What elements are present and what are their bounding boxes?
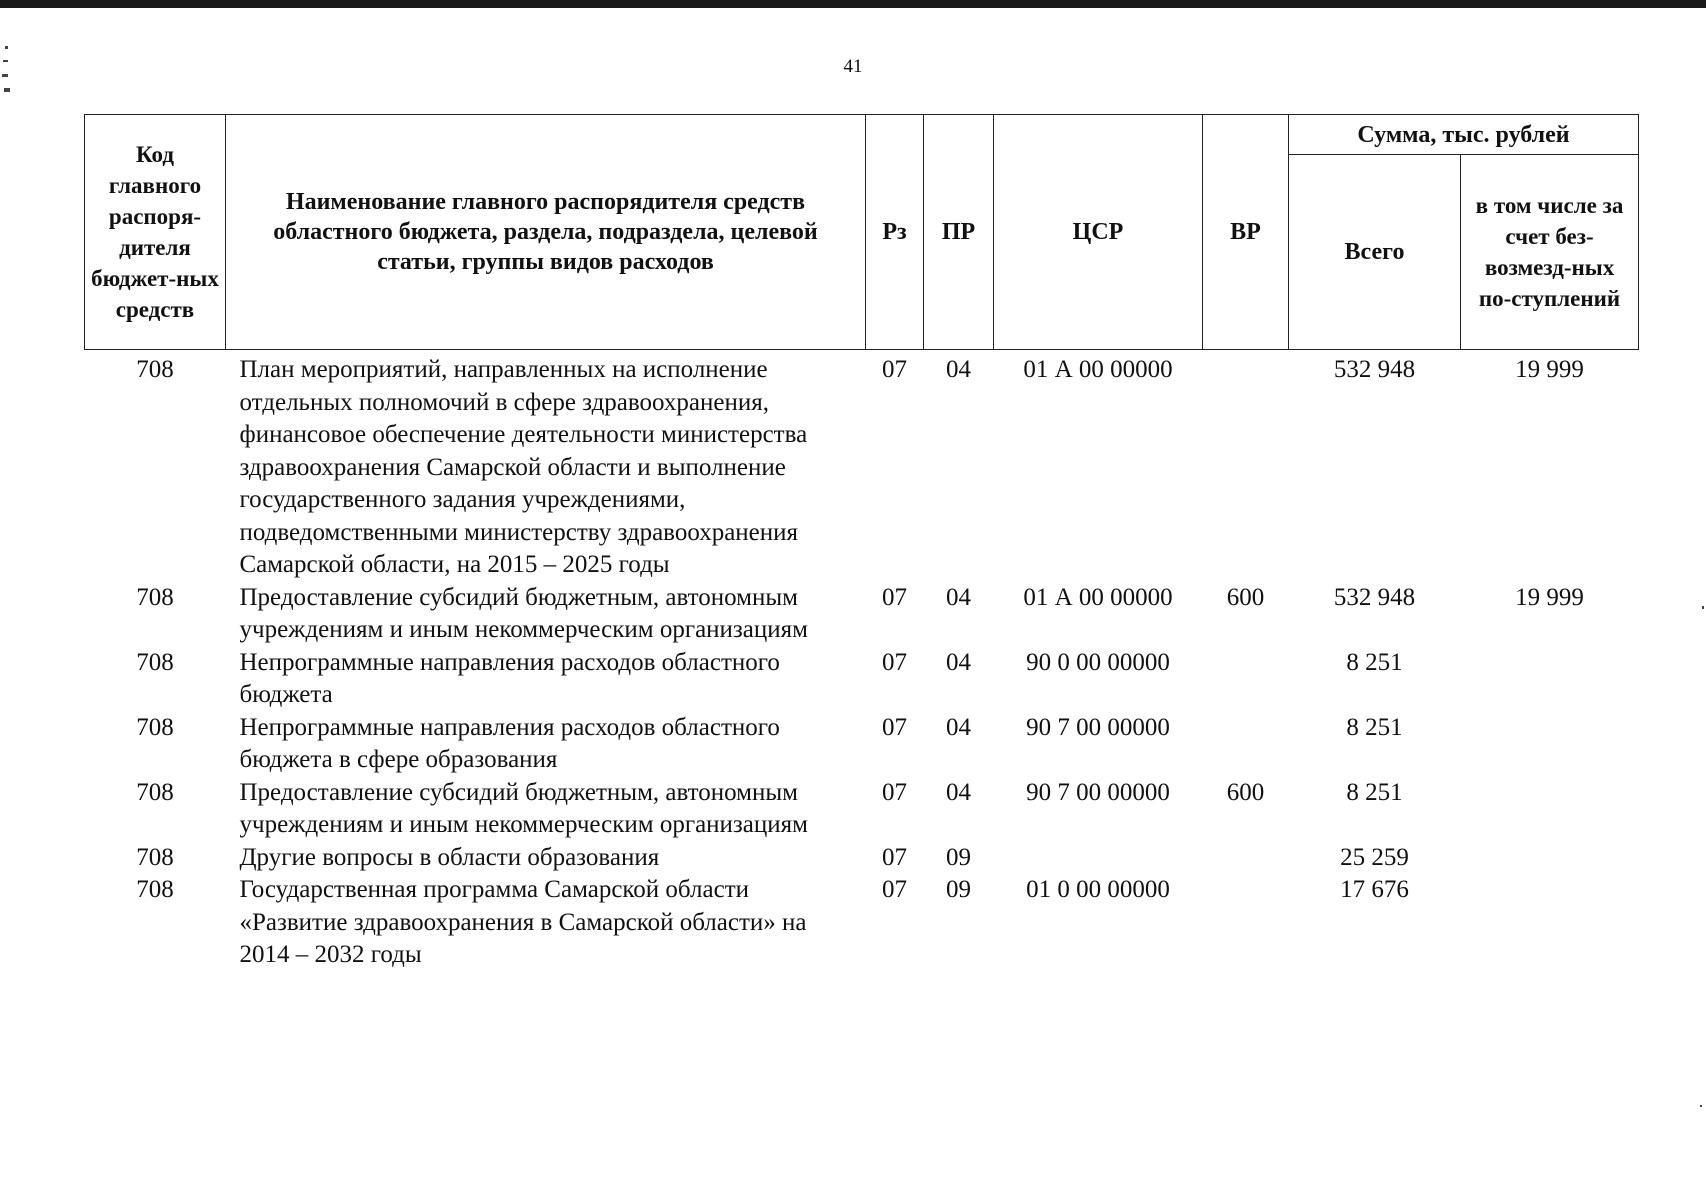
cell-code: 708 [136,876,174,903]
cell-gratuitous [1461,874,1639,972]
cell-vr [1203,647,1289,712]
cell-code: 708 [136,648,174,676]
cell-vr: 600 [1226,778,1265,806]
cell-csr: 01 А 00 00000 [1023,583,1173,611]
cell-total: 532 948 [1333,356,1416,383]
cell-rz: 07 [882,583,907,611]
cell-rz: 07 [882,648,907,676]
cell-csr: 01 0 00 00000 [1026,876,1170,903]
table-header [85,115,1639,350]
cell-vr: 600 [1226,583,1265,611]
cell-rz: 07 [882,843,907,871]
header-code: Код главного распоря-дителя бюджет-ных средств [85,115,226,350]
table-body [85,350,1639,972]
table-row [85,647,1639,712]
page-number: 41 [843,56,863,77]
cell-code: 708 [136,583,174,611]
cell-pr: 04 [946,713,971,741]
cell-name: Предоставление субсидий бюджетным, автономным учреждениям и иным некоммерческим организациям [239,583,808,643]
cell-rz: 07 [882,356,907,383]
cell-gratuitous [1461,712,1639,777]
header-pr: ПР [924,115,994,350]
cell-rz: 07 [882,713,907,741]
table-row [85,874,1639,972]
cell-pr: 04 [946,648,971,676]
cell-gratuitous: 19 999 [1515,583,1584,611]
cell-pr: 04 [946,356,971,383]
cell-total: 17 676 [1340,876,1409,903]
cell-code: 708 [136,843,174,871]
budget-table [84,114,1639,972]
cell-total: 8 251 [1346,648,1403,676]
cell-code: 708 [136,778,174,806]
header-sum-group: Сумма, тыс. рублей [1289,115,1639,155]
table-row [85,712,1639,777]
cell-code: 708 [136,713,174,741]
cell-total: 8 251 [1346,713,1403,741]
cell-name: Государственная программа Самарской области «Развитие здравоохранения в Самарской области» на 2014 – 2032 годы [239,876,807,968]
table-row [85,777,1639,842]
header-name: Наименование главного распорядителя средств областного бюджета, раздела, подраздела, целевой статьи, группы видов расходов [226,115,866,350]
header-total: Всего [1289,155,1461,350]
cell-name: Непрограммные направления расходов областного бюджета [239,648,780,708]
cell-name: Другие вопросы в области образования [239,843,660,871]
scan-mark [4,88,10,92]
header-vr: ВР [1203,115,1289,350]
cell-gratuitous: 19 999 [1515,356,1584,383]
cell-name: Непрограммные направления расходов областного бюджета в сфере образования [239,713,780,773]
scan-mark [1700,1105,1702,1107]
cell-name: План мероприятий, направленных на исполнение отдельных полномочий в сфере здравоохранения, финансовое обеспечение деятельности министерства здравоохранения Самарской области и выполнение государственного задания учреждениями, подведомственными министерству здравоохранения Самарской области, на 2015 – 2025 годы [239,356,808,578]
cell-pr: 04 [946,778,971,806]
cell-csr: 90 7 00 00000 [1026,778,1170,806]
table-row [85,582,1639,647]
header-gratuitous: в том числе за счет без-возмезд-ных по-ступлений [1461,155,1639,350]
cell-gratuitous [1461,842,1639,875]
cell-pr: 04 [946,583,971,611]
cell-gratuitous [1461,647,1639,712]
cell-name: Предоставление субсидий бюджетным, автономным учреждениям и иным некоммерческим организациям [239,778,808,838]
cell-rz: 07 [882,876,907,903]
header-rz: Рз [866,115,924,350]
cell-vr [1203,350,1289,582]
cell-total: 25 259 [1340,843,1409,871]
cell-code: 708 [136,356,174,383]
cell-csr [994,842,1203,875]
cell-csr: 90 0 00 00000 [1026,648,1170,676]
table-row [85,842,1639,875]
scan-mark [1702,606,1704,609]
cell-vr [1203,712,1289,777]
cell-gratuitous [1461,777,1639,842]
cell-vr [1203,874,1289,972]
cell-pr: 09 [946,876,971,903]
header-csr: ЦСР [994,115,1203,350]
scan-mark [5,46,8,49]
table-row [85,350,1639,582]
cell-rz: 07 [882,778,907,806]
cell-total: 532 948 [1333,583,1416,611]
cell-total: 8 251 [1346,778,1403,806]
cell-csr: 90 7 00 00000 [1026,713,1170,741]
page-top-border [0,0,1706,8]
cell-csr: 01 А 00 00000 [1023,356,1173,383]
cell-pr: 09 [946,843,971,871]
cell-vr [1203,842,1289,875]
